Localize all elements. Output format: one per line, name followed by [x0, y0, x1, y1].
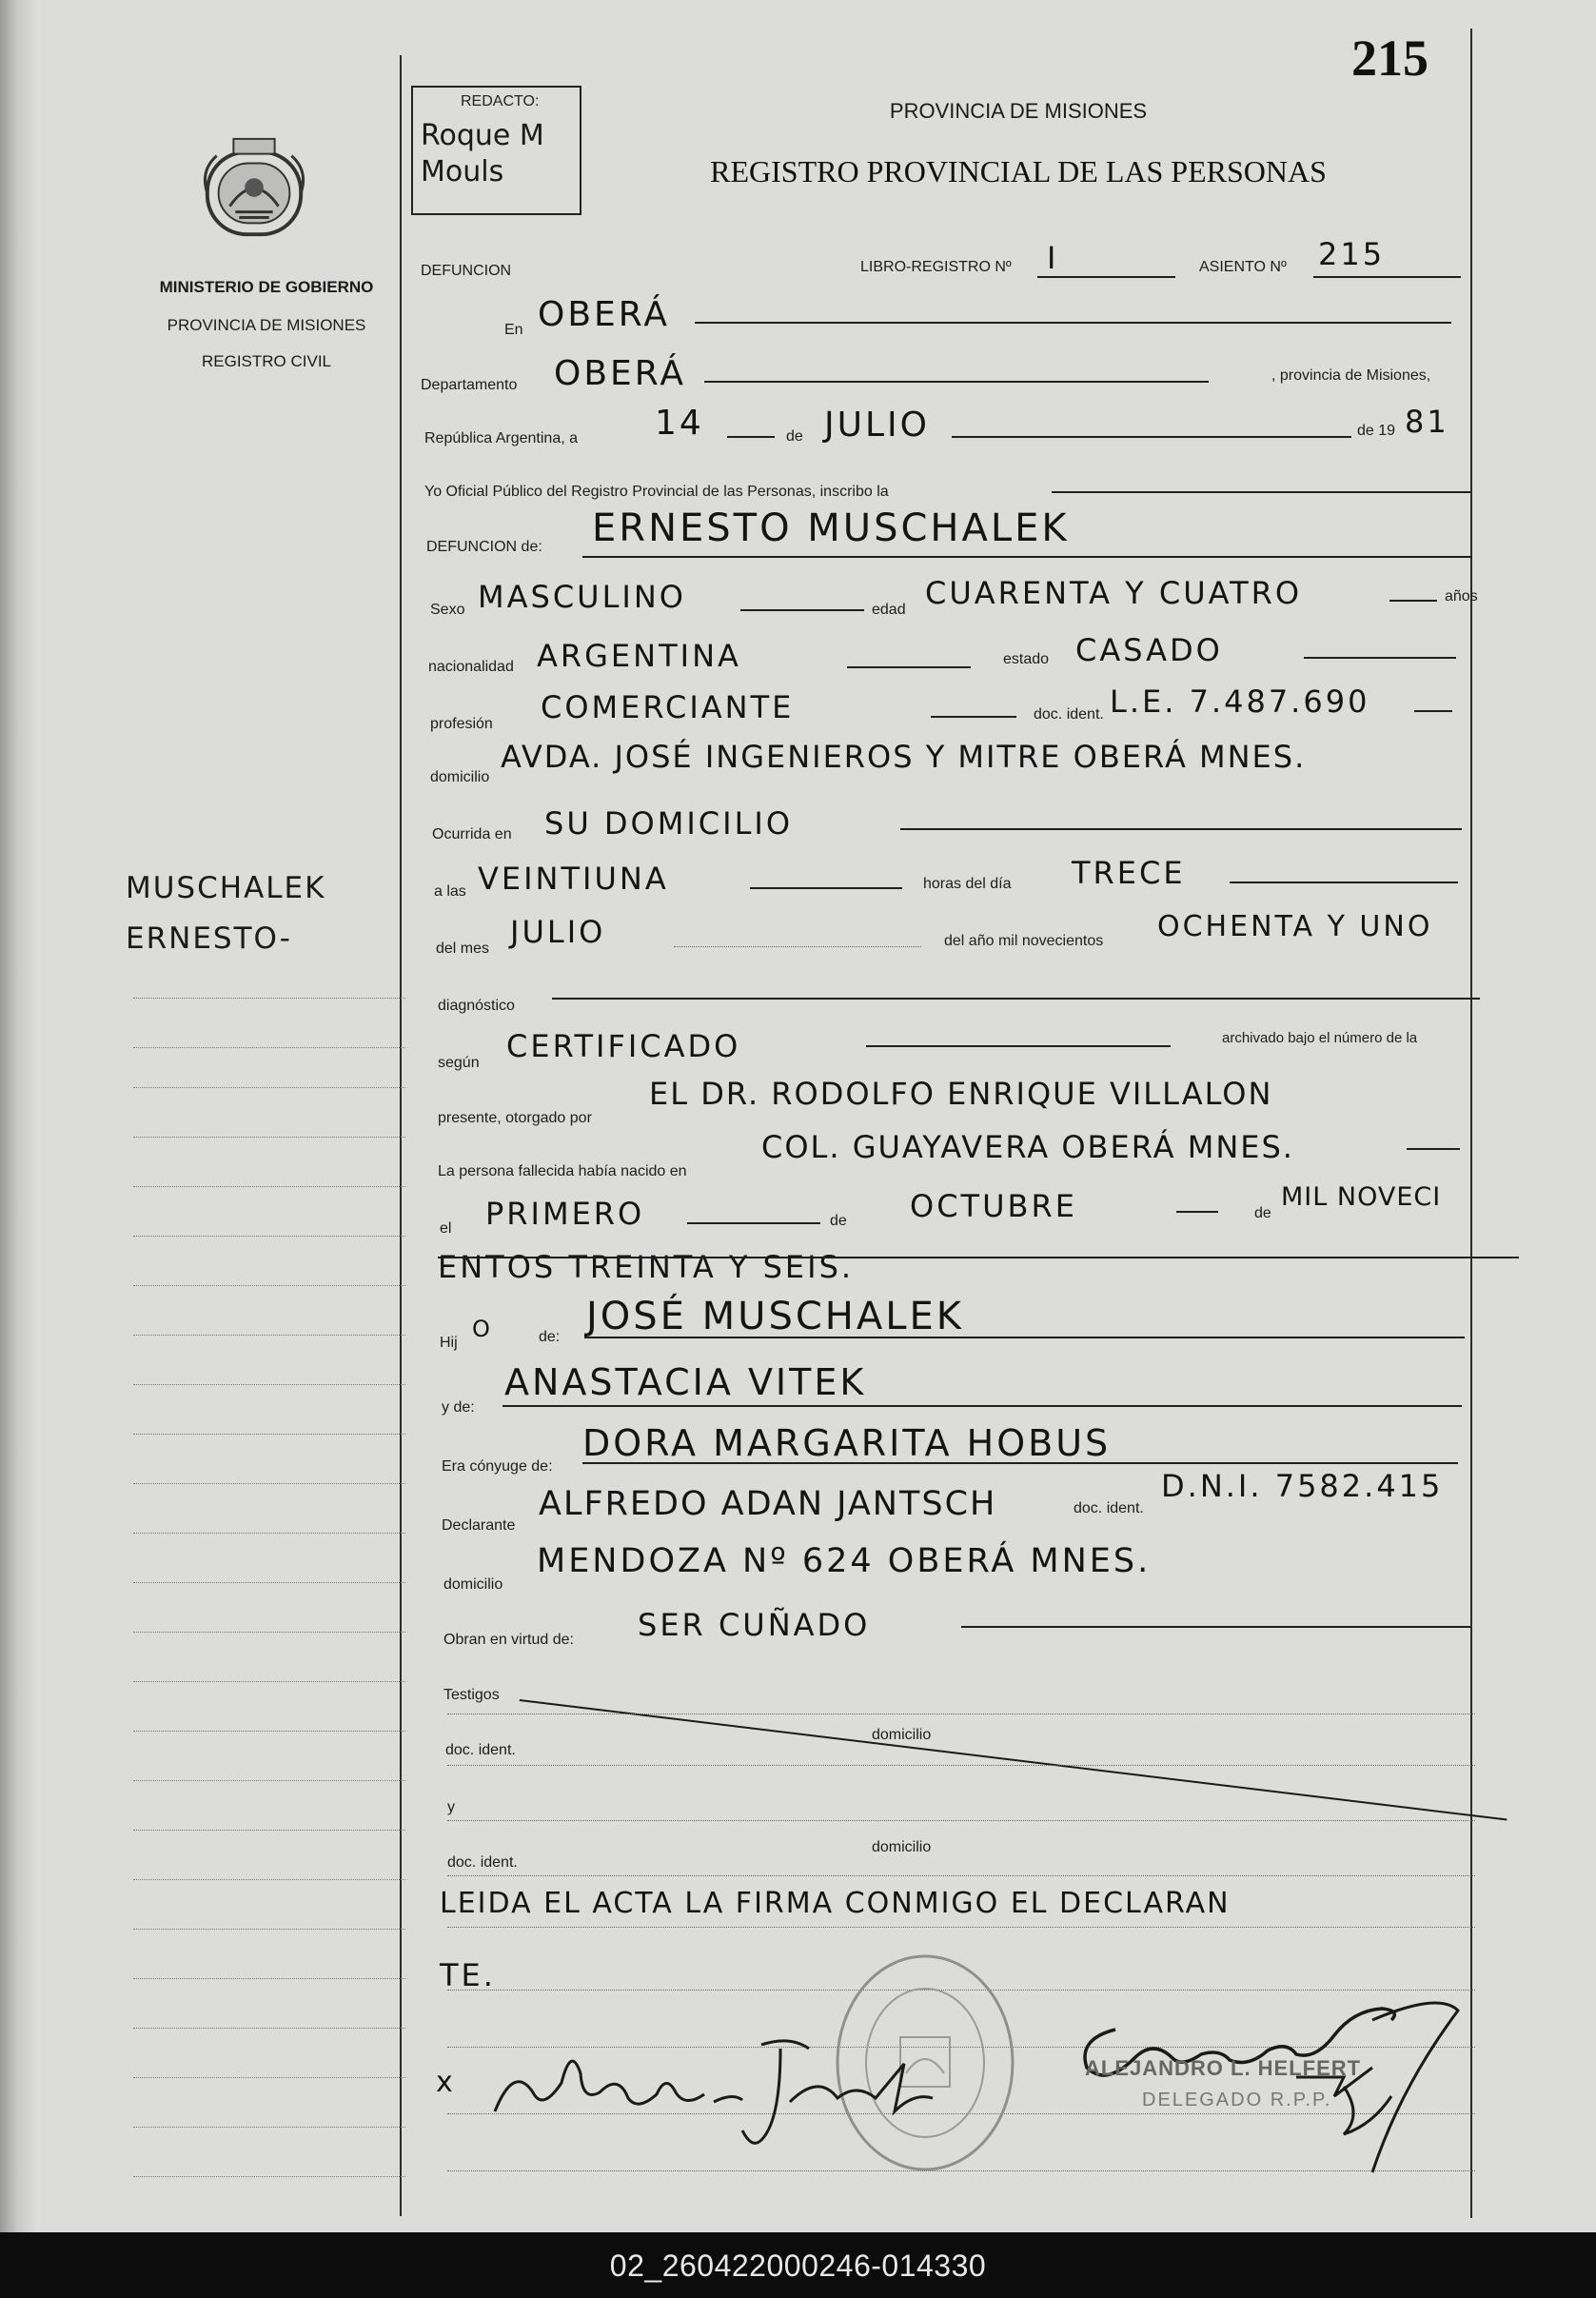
anos-label: años: [1445, 588, 1478, 604]
margin-rule: [133, 1830, 405, 1831]
office-heading: REGISTRO CIVIL: [201, 352, 332, 370]
margin-rule: [133, 1929, 405, 1930]
record-type-label: DEFUNCION: [421, 263, 512, 279]
margin-rule: [133, 1236, 405, 1237]
profesion-line: [931, 716, 1016, 718]
conyuge-line: [582, 1462, 1458, 1464]
sexo-value: MASCULINO: [478, 579, 686, 615]
sexo-label: Sexo: [430, 602, 465, 618]
conyuge-label: Era cónyuge de:: [442, 1458, 553, 1475]
segun-line: [866, 1045, 1171, 1047]
margin-rule: [133, 1434, 405, 1435]
en-line: [695, 322, 1451, 324]
nacido-label: La persona fallecida había nacido en: [438, 1163, 687, 1179]
nac-anio-2: ENTOS TREINTA Y SEIS.: [438, 1249, 855, 1285]
decl-dom-label: domicilio: [443, 1576, 503, 1593]
spouse-name: DORA MARGARITA HOBUS: [582, 1422, 1112, 1464]
anio-suffix: 81: [1405, 404, 1449, 440]
t-doc-label: doc. ident.: [445, 1742, 516, 1758]
edad-label: edad: [872, 602, 906, 618]
obran-label: Obran en virtud de:: [443, 1632, 574, 1648]
book-binding: [0, 0, 40, 2232]
decl-dom-value: MENDOZA Nº 624 OBERÁ MNES.: [537, 1542, 1152, 1580]
en-value: OBERÁ: [538, 295, 670, 334]
hijo-suffix: O: [472, 1316, 493, 1342]
departamento-value: OBERÁ: [554, 354, 686, 393]
margin-rule: [133, 1047, 405, 1048]
horas-label: horas del día: [923, 876, 1012, 892]
nac-anio-1: MIL NOVECI: [1281, 1182, 1442, 1212]
domicilio-label: domicilio: [430, 769, 490, 785]
presente-label: presente, otorgado por: [438, 1110, 592, 1126]
defuncion-label: DEFUNCION de:: [426, 539, 542, 555]
fecha-de-label: de: [786, 428, 803, 445]
hora-line: [750, 887, 902, 889]
book-line: [1037, 276, 1175, 278]
delmes-label: del mes: [436, 941, 490, 957]
nac-de1-label: de: [830, 1213, 847, 1229]
closing-note-2: TE.: [440, 1957, 496, 1993]
diagnostico-line: [552, 998, 1480, 1000]
fecha-prefix: República Argentina, a: [424, 430, 578, 446]
oficial-line: [1052, 491, 1470, 493]
defuncion-line: [582, 556, 1472, 558]
official-stamp-name: ALEJANDRO L. HELFERT: [1085, 2056, 1362, 2080]
ocurrida-value: SU DOMICILIO: [544, 805, 794, 842]
obran-line: [961, 1626, 1470, 1628]
margin-rule: [133, 1681, 405, 1682]
t-y-label: y: [447, 1799, 455, 1815]
image-caption: 02_260422000246-014330: [609, 2248, 987, 2283]
fecha-dia: 14: [655, 404, 704, 443]
declarant-signature: [476, 2007, 942, 2159]
doc-label: doc. ident.: [1034, 706, 1104, 723]
hijo-de-label: de:: [539, 1329, 561, 1345]
deceased-name: ERNESTO MUSCHALEK: [592, 506, 1070, 550]
nacido-value: COL. GUAYAVERA OBERÁ MNES.: [761, 1129, 1294, 1165]
hora-value: VEINTIUNA: [478, 861, 669, 897]
hijo-line: [584, 1337, 1465, 1338]
t-doc2-line: [447, 1875, 1475, 1876]
delano-label: del año mil novecientos: [944, 933, 1104, 949]
testigos-label: Testigos: [443, 1687, 500, 1703]
margin-rule: [133, 2127, 405, 2128]
registry-title: REGISTRO PROVINCIAL DE LAS PERSONAS: [710, 154, 1327, 188]
t-doc2-label: doc. ident.: [447, 1854, 518, 1871]
mes-muerte-line: [674, 946, 921, 947]
nacionalidad-label: nacionalidad: [428, 659, 514, 675]
margin-rule: [133, 1879, 405, 1880]
margin-rule: [133, 1137, 405, 1138]
margin-rule: [133, 1780, 405, 1781]
estado-value: CASADO: [1075, 632, 1223, 668]
margin-rule: [133, 1335, 405, 1336]
ano-muerte-value: OCHENTA Y UNO: [1157, 910, 1433, 943]
margin-rule: [133, 1533, 405, 1534]
nac-de2-label: de: [1254, 1205, 1271, 1221]
margin-rule: [133, 1483, 405, 1484]
dia-muerte-line: [1230, 882, 1458, 883]
nacido-line: [1407, 1148, 1460, 1150]
t-dom2-label: domicilio: [872, 1839, 932, 1855]
departamento-line: [704, 381, 1209, 383]
father-name: JOSÉ MUSCHALEK: [586, 1295, 964, 1338]
nac-mes-value: OCTUBRE: [910, 1188, 1077, 1224]
ocurrida-line: [900, 828, 1462, 830]
coat-of-arms-icon: [198, 133, 310, 246]
sexo-line: [740, 609, 864, 611]
margin-rule: [133, 2176, 405, 2177]
nac-dia-value: PRIMERO: [485, 1196, 645, 1232]
mes-muerte-value: JULIO: [510, 914, 606, 950]
official-signature: [1058, 1982, 1477, 2182]
hijo-label: Hij: [440, 1335, 458, 1351]
margin-given-name: ERNESTO-: [126, 921, 292, 956]
t-dom-label: domicilio: [872, 1727, 932, 1743]
margin-rule: [133, 1582, 405, 1583]
decl-doc-value: D.N.I. 7582.415: [1161, 1468, 1444, 1504]
domicilio-value: AVDA. JOSÉ INGENIEROS Y MITRE OBERÁ MNES.: [501, 739, 1307, 775]
segun-label: según: [438, 1055, 480, 1071]
estado-label: estado: [1003, 651, 1050, 667]
nac-mes-line: [1176, 1211, 1218, 1213]
margin-rule: [133, 998, 405, 999]
nota-line-1: [447, 1927, 1475, 1928]
dia-muerte-value: TRECE: [1072, 855, 1186, 891]
nac-anio-line: [438, 1257, 1519, 1258]
testigos-strike-line: [520, 1699, 1507, 1821]
yde-line: [502, 1405, 1462, 1407]
doc-line: [1414, 710, 1452, 712]
official-stamp-title: DELEGADO R.P.P.: [1142, 2090, 1332, 2110]
archivado-label: archivado bajo el número de la: [1222, 1030, 1418, 1046]
edad-value: CUARENTA Y CUATRO: [925, 575, 1303, 611]
fecha-mes: JULIO: [824, 406, 930, 445]
doc-value: L.E. 7.487.690: [1110, 683, 1370, 720]
decl-doc-label: doc. ident.: [1074, 1500, 1144, 1516]
profesion-value: COMERCIANTE: [541, 689, 795, 725]
x-mark: x: [436, 2066, 453, 2099]
margin-rule: [133, 1087, 405, 1088]
profesion-label: profesión: [430, 716, 493, 732]
departamento-label: Departamento: [421, 377, 518, 393]
dia-line: [727, 436, 775, 438]
edad-line: [1389, 600, 1437, 602]
redacto-name: Roque M Mouls: [421, 119, 544, 188]
redacto-label: REDACTO:: [461, 93, 540, 109]
diagnostico-label: diagnóstico: [438, 998, 515, 1014]
nac-dia-line: [687, 1222, 820, 1224]
nacionalidad-value: ARGENTINA: [537, 638, 741, 674]
ocurrida-label: Ocurrida en: [432, 826, 512, 842]
segun-value: CERTIFICADO: [506, 1028, 741, 1064]
oficial-text: Yo Oficial Público del Registro Provincial de las Personas, inscribo la: [424, 484, 889, 500]
margin-rule: [133, 2028, 405, 2029]
mother-name: ANASTACIA VITEK: [504, 1361, 867, 1403]
t-doc-line: [447, 1765, 1475, 1766]
alas-label: a las: [434, 883, 466, 900]
left-frame-line: [400, 55, 402, 2216]
entry-value: 215: [1318, 236, 1386, 272]
closing-note-1: LEIDA EL ACTA LA FIRMA CONMIGO EL DECLARAN: [440, 1887, 1231, 1920]
page-number: 215: [1351, 30, 1429, 87]
margin-rule: [133, 1731, 405, 1732]
province-heading: PROVINCIA DE MISIONES: [167, 316, 366, 334]
nacionalidad-line: [847, 666, 971, 668]
obran-value: SER CUÑADO: [638, 1607, 871, 1643]
margin-surname: MUSCHALEK: [126, 871, 326, 905]
right-frame-line: [1470, 29, 1472, 2218]
declarante-label: Declarante: [442, 1517, 516, 1534]
el-label: el: [440, 1220, 452, 1237]
ministry-heading: MINISTERIO DE GOBIERNO: [159, 278, 374, 296]
margin-rule: [133, 1632, 405, 1633]
provincia-suffix: , provincia de Misiones,: [1271, 367, 1431, 384]
book-label: LIBRO-REGISTRO Nº: [860, 259, 1012, 275]
declarante-value: ALFREDO ADAN JANTSCH: [539, 1485, 997, 1523]
margin-rule: [133, 1978, 405, 1979]
margin-rule: [133, 1186, 405, 1187]
en-label: En: [504, 322, 523, 338]
t-y-line: [447, 1820, 1475, 1821]
province-title: PROVINCIA DE MISIONES: [889, 99, 1148, 123]
margin-rule: [133, 1384, 405, 1385]
entry-line: [1313, 276, 1461, 278]
otorgado-value: EL DR. RODOLFO ENRIQUE VILLALON: [649, 1076, 1273, 1112]
mes-line: [952, 436, 1351, 438]
anio-prefix: de 19: [1357, 423, 1396, 439]
entry-label: ASIENTO Nº: [1199, 259, 1287, 275]
margin-rule: [133, 1285, 405, 1286]
estado-line: [1304, 657, 1456, 659]
yde-label: y de:: [442, 1399, 475, 1416]
book-value: I: [1047, 240, 1059, 276]
margin-rule: [133, 2077, 405, 2078]
